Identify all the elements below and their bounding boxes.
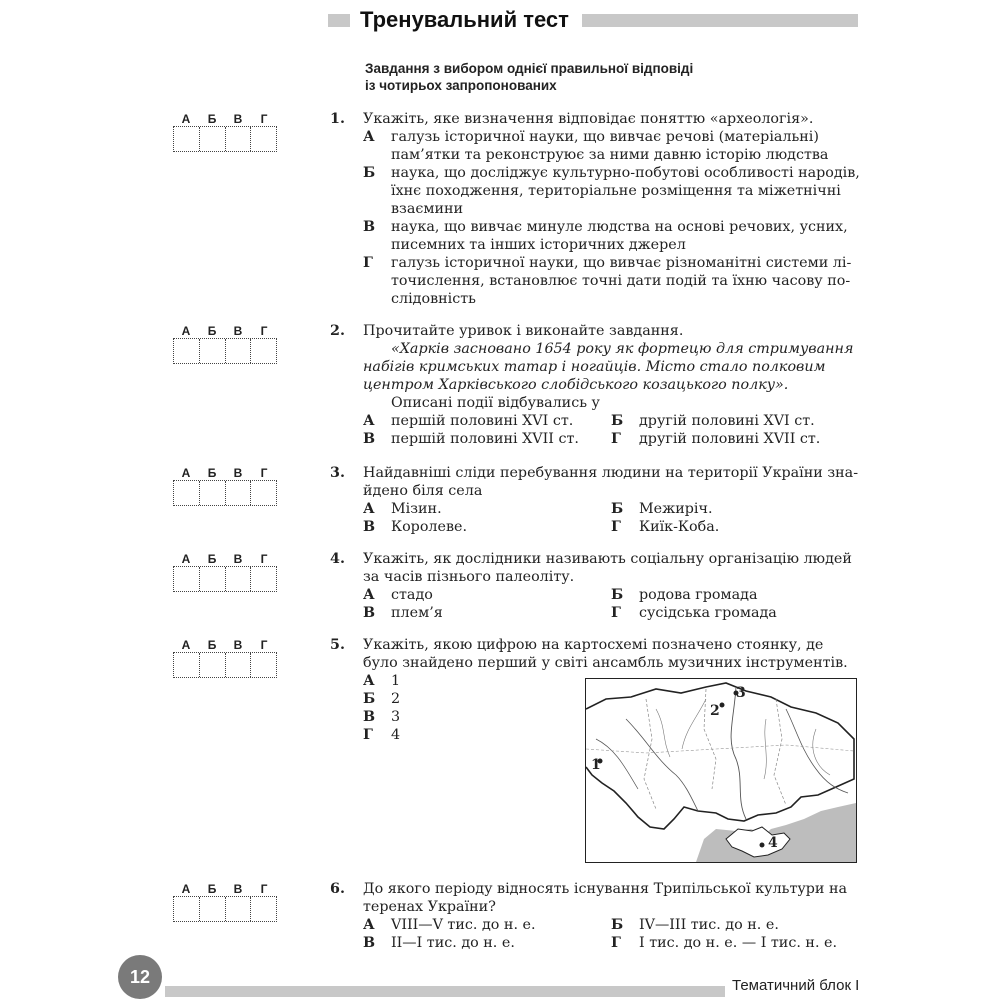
question-text: Найдавніші сліди перебування людини на території України знайдено біля села xyxy=(363,465,859,499)
answer-grid-1: А Б В Г xyxy=(173,112,277,152)
option-g[interactable]: Г 4 xyxy=(363,727,401,743)
question-number: 4. xyxy=(330,551,345,567)
option-b[interactable]: Б IV—III тис. до н. е. xyxy=(611,917,779,933)
header-bar-right xyxy=(582,14,858,27)
answer-box[interactable] xyxy=(251,897,276,921)
answer-box[interactable] xyxy=(251,653,276,677)
answer-box[interactable] xyxy=(174,897,200,921)
option-a[interactable]: А 1 xyxy=(363,673,401,689)
question-text: Укажіть, як дослідники називають соціальну організацію людей за часів пізнього палеоліту. xyxy=(363,551,852,585)
option-g[interactable]: Г Киїк-Коба. xyxy=(611,519,720,535)
page-number: 12 xyxy=(118,955,162,999)
answer-box[interactable] xyxy=(174,653,200,677)
answer-box[interactable] xyxy=(226,897,252,921)
answer-box[interactable] xyxy=(251,339,276,363)
question-2 xyxy=(330,322,860,448)
option-v[interactable]: В 3 xyxy=(363,709,401,725)
question-6 xyxy=(330,880,860,952)
answer-box[interactable] xyxy=(200,481,226,505)
answer-box[interactable] xyxy=(226,127,252,151)
option-v[interactable]: В першій половині XVII ст. xyxy=(363,431,579,447)
answer-box[interactable] xyxy=(200,897,226,921)
option-v[interactable]: В Королеве. xyxy=(363,519,468,535)
answer-grid-5: А Б В Г xyxy=(173,638,277,678)
section-heading: Завдання з вибором однієї правильної відповіді із чотирьох запропонованих xyxy=(365,61,694,93)
map-label-1: 1 xyxy=(591,757,601,773)
answer-box[interactable] xyxy=(174,339,200,363)
header-bar-left xyxy=(328,14,350,27)
answer-box[interactable] xyxy=(200,567,226,591)
ukraine-outline-map xyxy=(585,678,857,863)
option-a[interactable]: А стадо xyxy=(363,587,433,603)
option-g[interactable]: Г другій половині XVII ст. xyxy=(611,431,821,447)
question-text: Укажіть, яке визначення відповідає поняттю «археологія». xyxy=(363,111,814,127)
footer-bar xyxy=(165,986,725,997)
answer-box[interactable] xyxy=(200,653,226,677)
answer-box[interactable] xyxy=(226,567,252,591)
question-number: 1. xyxy=(330,111,345,127)
question-text: Прочитайте уривок і виконайте завдання. xyxy=(363,323,684,339)
answer-box[interactable] xyxy=(174,127,200,151)
answer-box[interactable] xyxy=(226,481,252,505)
option-a[interactable]: А Мізин. xyxy=(363,501,442,517)
map-label-2: 2 xyxy=(710,703,720,719)
option-b[interactable]: Б 2 xyxy=(363,691,401,707)
answer-grid-4: А Б В Г xyxy=(173,552,277,592)
footer-block-label: Тематичний блок I xyxy=(732,977,860,994)
answer-box[interactable] xyxy=(226,339,252,363)
answer-box[interactable] xyxy=(200,127,226,151)
option-b[interactable]: Б родова громада xyxy=(611,587,758,603)
map-label-4: 4 xyxy=(768,835,778,851)
question-1 xyxy=(330,110,860,308)
option-a[interactable]: А галузь історичної науки, що вивчає речові (матеріальні) пам’ятки та реконструює за ними давню історію людства xyxy=(363,129,829,163)
option-b[interactable]: Б Межиріч. xyxy=(611,501,713,517)
question-number: 6. xyxy=(330,881,345,897)
map-label-3: 3 xyxy=(736,685,746,701)
answer-box[interactable] xyxy=(174,567,200,591)
option-b[interactable]: Б наука, що досліджує культурно-побутові особливості народів, їхнє походження, територіальне розміщення та міжетнічні взаємини xyxy=(363,165,860,217)
question-text: Укажіть, якою цифрою на картосхемі позначено стоянку, де було знайдено перший у світі ансамбль музичних інструментів. xyxy=(363,637,848,671)
question-number: 2. xyxy=(330,323,345,339)
option-v[interactable]: В наука, що вивчає минуле людства на основі речових, усних, писемних та інших історичних джерел xyxy=(363,219,848,253)
option-a[interactable]: А першій половині XVI ст. xyxy=(363,413,574,429)
answer-box[interactable] xyxy=(226,653,252,677)
answer-grid-2: А Б В Г xyxy=(173,324,277,364)
answer-grid-6: А Б В Г xyxy=(173,882,277,922)
question-4 xyxy=(330,550,860,622)
source-quote: «Харків засновано 1654 року як фортецю для стримування набігів кримських татар і ногайців. Місто стало полковим центром Харківського слобідського козацького полку». xyxy=(363,341,854,393)
answer-box[interactable] xyxy=(174,481,200,505)
option-v[interactable]: В II—I тис. до н. е. xyxy=(363,935,515,951)
map-svg xyxy=(586,679,856,862)
question-text: До якого періоду відносять існування Трипільської культури на теренах України? xyxy=(363,881,848,915)
answer-box[interactable] xyxy=(200,339,226,363)
option-g[interactable]: Г галузь історичної науки, що вивчає різноманітні системи літочислення, встановлює точні дати подій та їхню часову послідовність xyxy=(363,255,852,307)
page-title: Тренувальний тест xyxy=(360,7,569,32)
answer-box[interactable] xyxy=(251,127,276,151)
answer-box[interactable] xyxy=(251,481,276,505)
option-g[interactable]: Г сусідська громада xyxy=(611,605,777,621)
question-number: 3. xyxy=(330,465,345,481)
answer-grid-3: А Б В Г xyxy=(173,466,277,506)
option-b[interactable]: Б другій половині XVI ст. xyxy=(611,413,815,429)
question-3 xyxy=(330,464,860,536)
option-a[interactable]: А VIII—V тис. до н. е. xyxy=(363,917,536,933)
option-g[interactable]: Г I тис. до н. е. — I тис. н. е. xyxy=(611,935,838,951)
answer-box[interactable] xyxy=(251,567,276,591)
question-prompt: Описані події відбувались у xyxy=(391,395,600,411)
option-v[interactable]: В плем’я xyxy=(363,605,443,621)
question-number: 5. xyxy=(330,637,345,653)
